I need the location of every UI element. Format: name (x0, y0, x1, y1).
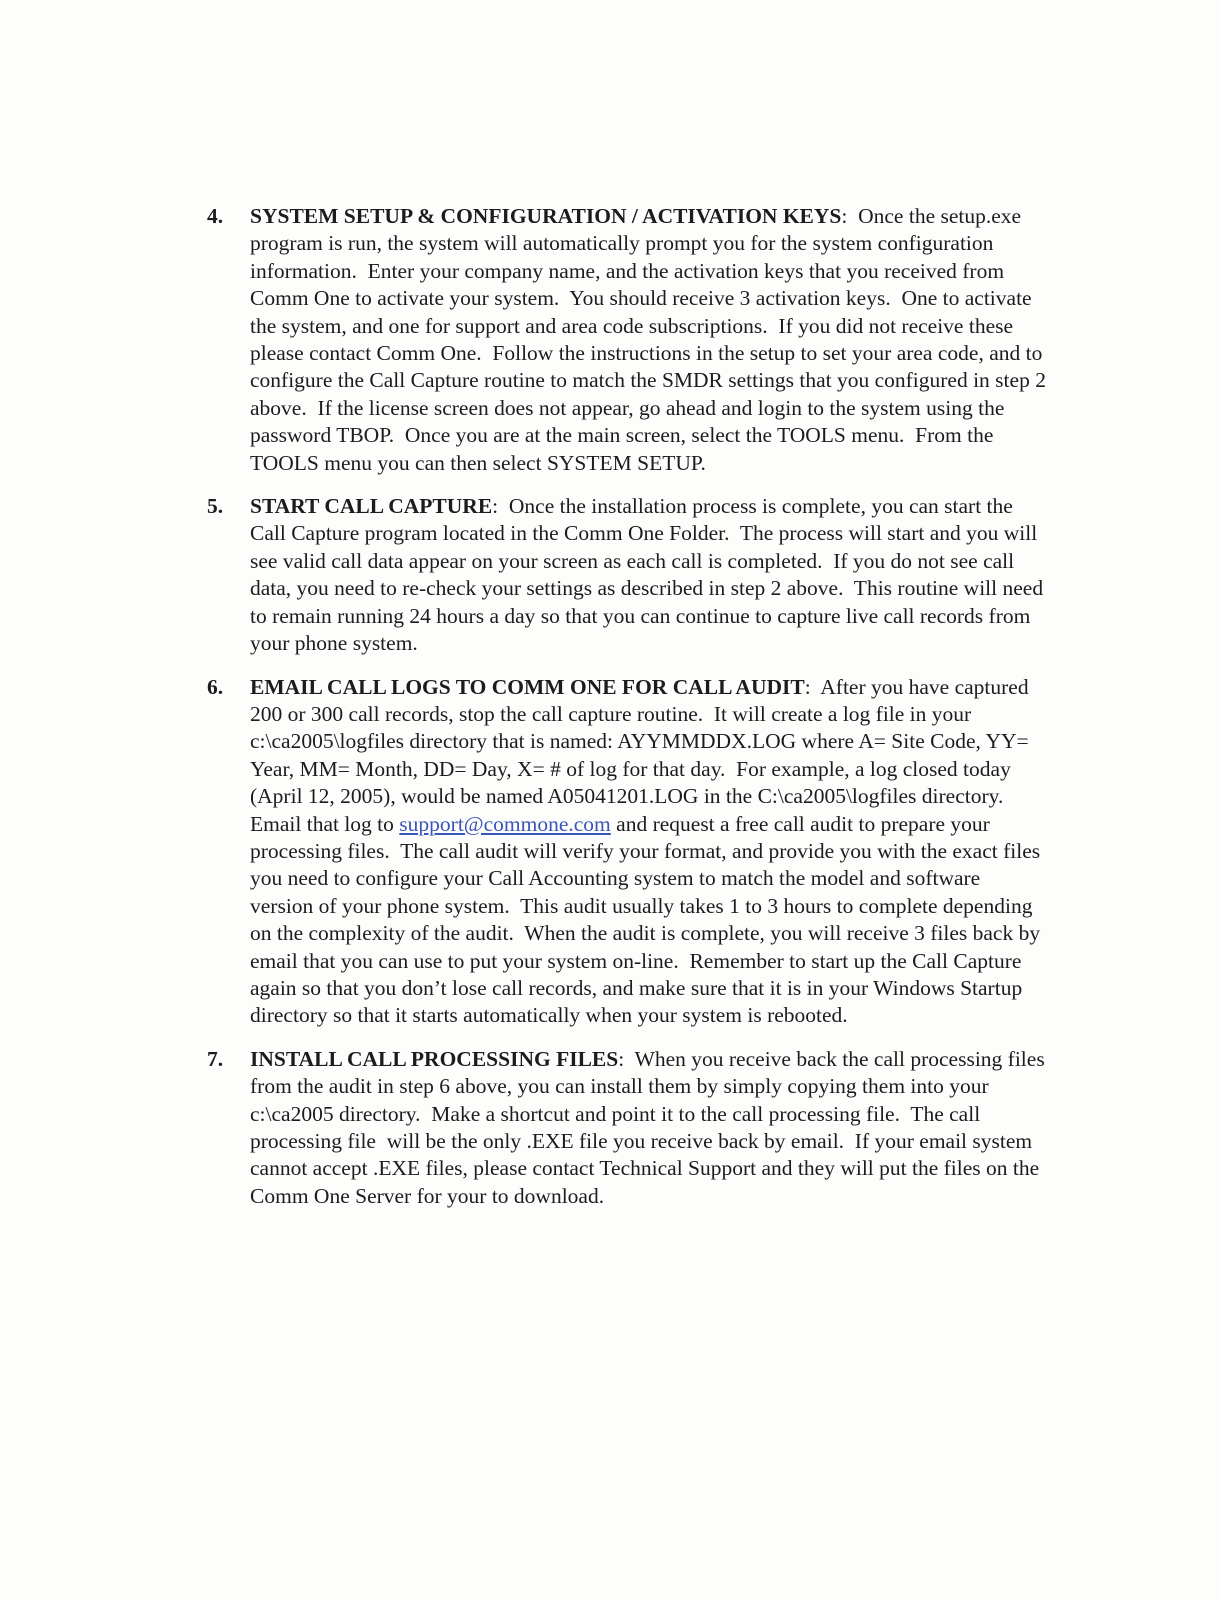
step-install-call-processing-files (207, 1046, 1051, 1210)
step-number: 7. (207, 1046, 224, 1071)
step-number: 6. (207, 674, 224, 699)
step-body: Once the installation process is complete, you can start the Call Capture program located in the Comm One Folder. The process will start and you will see valid call data appear on your screen as each call is completed. If you do not see call data, you need to re-check your settings as described in step 2 above. This routine will need to remain running 24 hours a day so that you can continue to capture live call records from your phone system. (250, 494, 1049, 656)
step-separator: : (492, 494, 499, 519)
step-body-before-link: After you have captured 200 or 300 call records, stop the call capture routine. It will create a log file in your c:\ca2005\logfiles directory that is named: AYYMMDDX.LOG where A= Site Code, YY= Year, MM= Month, DD= Day, X= # of log for that day. For example, a log closed today (April 12, 2005), would be named A05041201.LOG in the C:\ca2005\logfiles directory. Email that log to (250, 674, 1034, 836)
step-heading: SYSTEM SETUP & CONFIGURATION / ACTIVATION KEYS (250, 204, 842, 228)
step-start-call-capture (207, 493, 1047, 657)
step-heading: EMAIL CALL LOGS TO COMM ONE FOR CALL AUDIT (250, 674, 805, 699)
step-system-setup (207, 203, 1052, 477)
step-body: Once the setup.exe program is run, the system will automatically prompt you for the system configuration information. Enter your company name, and the activation keys that you received from Comm One to activate your system. You should receive 3 activation keys. One to activate the system, and one for support and area code subscriptions. If you did not receive these please contact Comm One. Follow the instructions in the setup to set your area code, and to configure the Call Capture routine to match the SMDR settings that you configured in step 2 above. If the license screen does not appear, go ahead and login to the system using the password TBOP. Once you are at the main screen, select the TOOLS menu. From the TOOLS menu you can then select SYSTEM SETUP. (250, 204, 1052, 475)
step-separator: : (618, 1046, 625, 1071)
step-body: When you receive back the call processing files from the audit in step 6 above, you can install them by simply copying them into your c:\ca2005 directory. Make a shortcut and point it to the call processing file. The call processing file will be the only .EXE file you receive back by email. If your email system cannot accept .EXE files, please contact Technical Support and they will put the files on the Comm One Server for your to download. (250, 1046, 1051, 1208)
step-body-after-link: and request a free call audit to prepare your processing files. The call audit will verify your format, and provide you with the exact files you need to configure your Call Accounting system to match the model and software version of your phone system. This audit usually takes 1 to 3 hours to complete depending on the complexity of the audit. When the audit is complete, you will receive 3 files back by email that you can use to put your system on-line. Remember to start up the Call Capture again so that you don’t lose call records, and make sure that it is in your Windows Startup directory so that it starts automatically when your system is rebooted. (250, 811, 1046, 1028)
step-email-call-logs (207, 674, 1047, 1030)
step-separator: : (804, 674, 811, 699)
step-heading: START CALL CAPTURE (250, 494, 493, 519)
step-heading: INSTALL CALL PROCESSING FILES (250, 1046, 619, 1071)
step-number: 5. (207, 494, 224, 519)
setup-steps-list (207, 203, 1052, 1224)
step-number: 4. (207, 204, 224, 228)
step-separator: : (841, 204, 848, 228)
support-email-link[interactable]: support@commone.com (399, 811, 611, 836)
